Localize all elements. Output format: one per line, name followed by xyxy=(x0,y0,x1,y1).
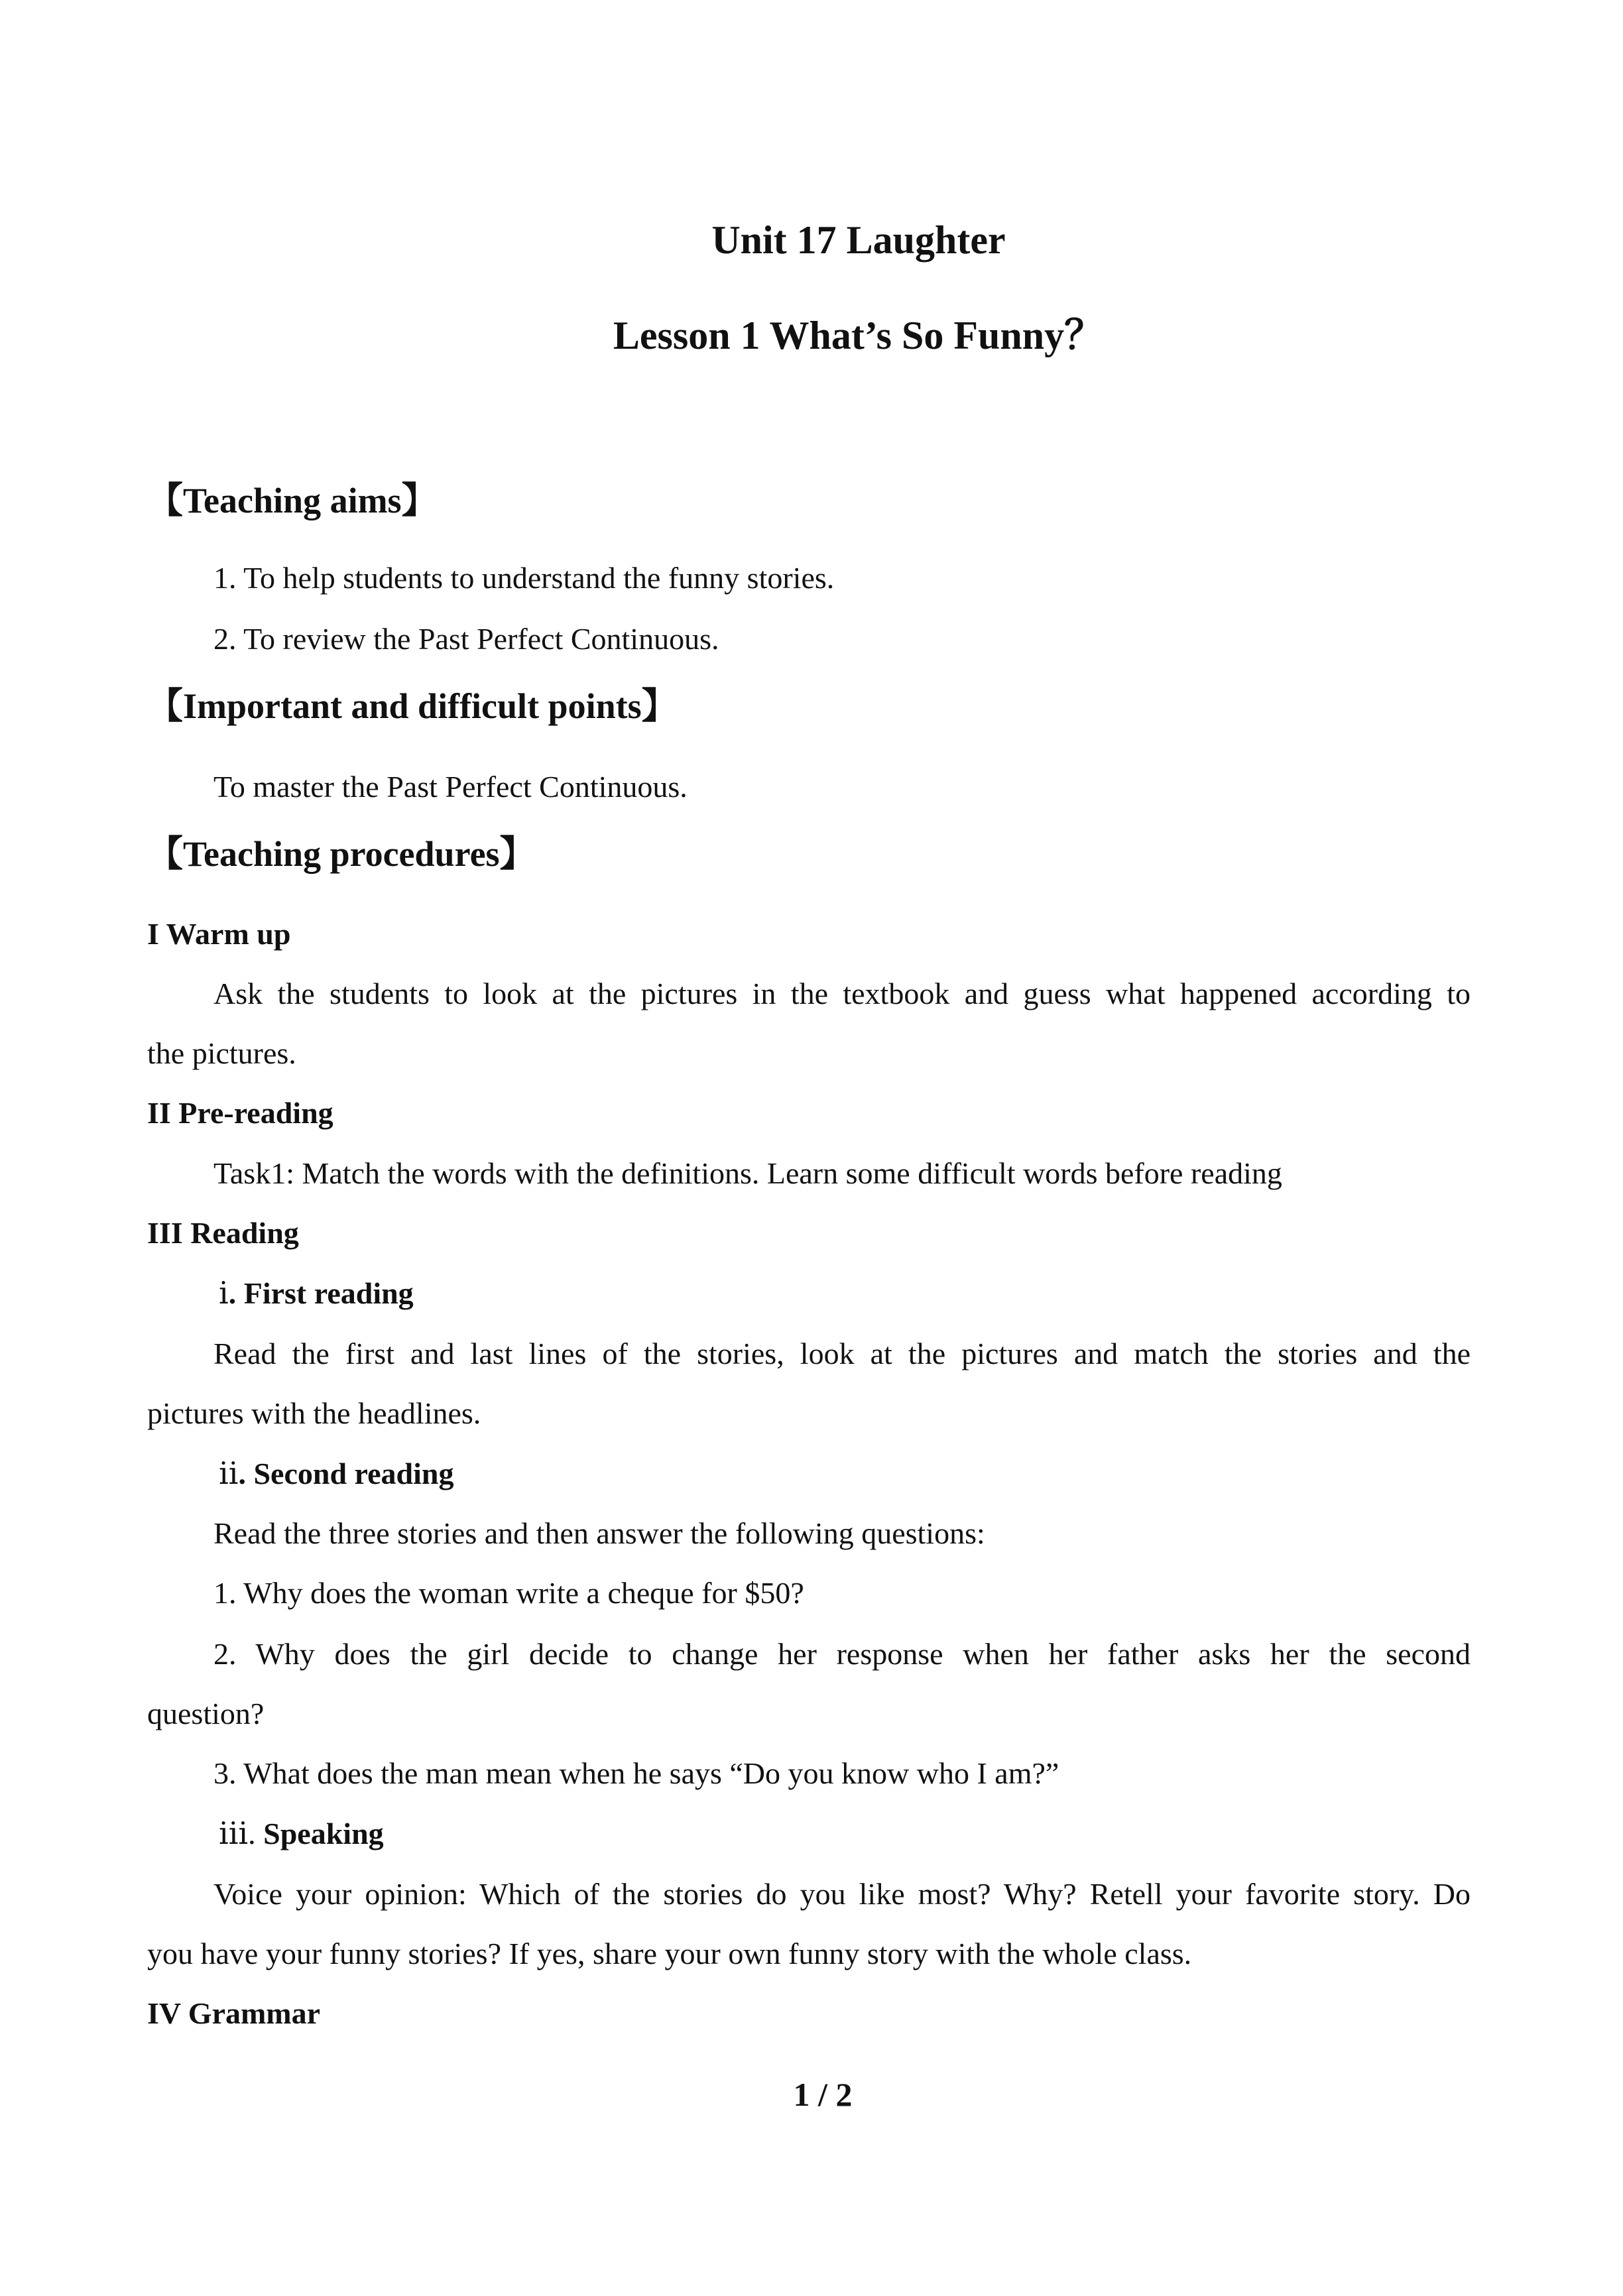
unit-title: Unit 17 Laughter xyxy=(711,218,1006,262)
key-points-heading: 【Important and difficult points】 xyxy=(147,686,678,726)
second-reading-title: . Second reading xyxy=(238,1457,454,1490)
grammar-heading: IV Grammar xyxy=(147,1996,321,2030)
page-number: 1 / 2 xyxy=(793,2076,853,2113)
first-reading-marker: ⅰ xyxy=(219,1276,229,1310)
teaching-aims-heading: 【Teaching aims】 xyxy=(147,481,438,520)
question-1: 1. Why does the woman write a cheque for $50? xyxy=(213,1576,804,1610)
first-reading-title: . First reading xyxy=(228,1276,414,1310)
pre-reading-heading: II Pre-reading xyxy=(147,1096,333,1130)
warm-up-line-2: the pictures. xyxy=(147,1036,296,1070)
first-reading-line-2: pictures with the headlines. xyxy=(147,1396,481,1430)
first-reading-heading xyxy=(219,1275,414,1311)
pre-reading-task: Task1: Match the words with the definitions. Learn some difficult words before reading xyxy=(213,1156,1282,1190)
speaking-heading xyxy=(219,1815,384,1851)
speaking-title: Speaking xyxy=(263,1817,384,1850)
lesson-title: Lesson 1 What’s So Funny？ xyxy=(613,314,1105,357)
speaking-line-1: Voice your opinion: Which of the stories do you like most? Why? Retell your favorite story. Do xyxy=(213,1877,1471,1911)
question-3: 3. What does the man mean when he says “Do you know who I am?” xyxy=(213,1756,1059,1790)
speaking-marker: ⅲ. xyxy=(219,1817,256,1850)
procedures-heading: 【Teaching procedures】 xyxy=(147,834,536,874)
warm-up-heading: I Warm up xyxy=(147,917,291,951)
second-reading-intro: Read the three stories and then answer the following questions: xyxy=(213,1516,985,1550)
warm-up-line-1: Ask the students to look at the pictures in the textbook and guess what happened according to xyxy=(213,977,1471,1010)
speaking-line-2: you have your funny stories? If yes, share your own funny story with the whole class. xyxy=(147,1937,1192,1970)
question-2-line-1: 2. Why does the girl decide to change her response when her father asks her the second xyxy=(213,1637,1471,1671)
aim-item-2: 2. To review the Past Perfect Continuous. xyxy=(213,622,719,656)
key-points-text: To master the Past Perfect Continuous. xyxy=(213,770,688,804)
second-reading-heading xyxy=(219,1455,453,1491)
second-reading-marker: ⅱ xyxy=(219,1457,239,1490)
first-reading-line-1: Read the first and last lines of the stories, look at the pictures and match the stories and the xyxy=(213,1337,1471,1370)
question-2-line-2: question? xyxy=(147,1697,265,1730)
aim-item-1: 1. To help students to understand the funny stories. xyxy=(213,561,835,595)
reading-heading: III Reading xyxy=(147,1216,299,1250)
